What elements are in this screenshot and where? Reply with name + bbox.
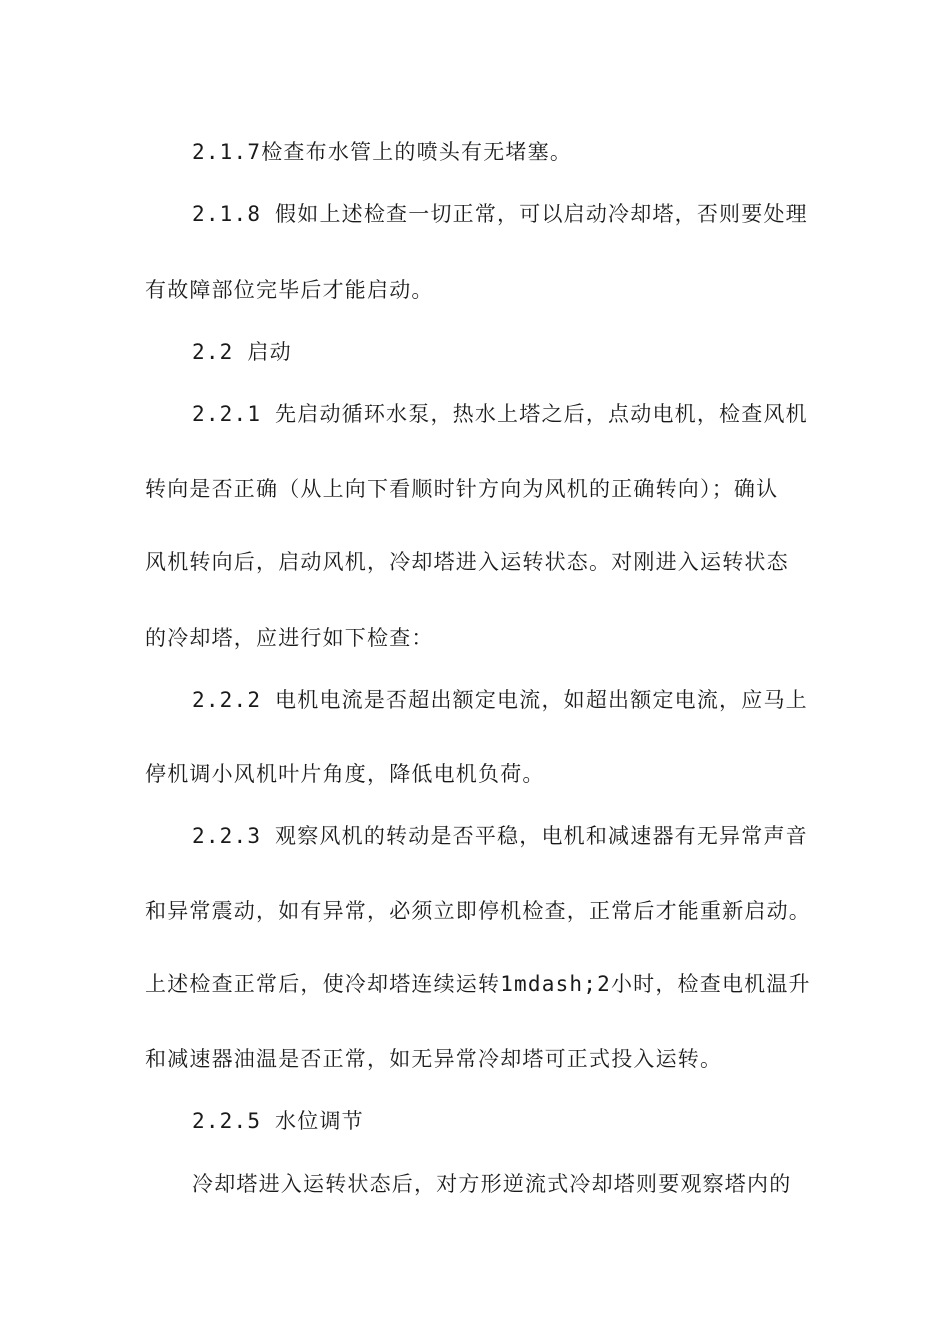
paragraph-2-2-1-line-2: 转向是否正确（从上向下看顺时针方向为风机的正确转向）；确认 <box>145 477 779 501</box>
paragraph-2-2-3-line-1: 2.2.3 观察风机的转动是否平稳，电机和减速器有无异常声音 <box>192 824 808 848</box>
paragraph-2-2-2-line-2: 停机调小风机叶片角度，降低电机负荷。 <box>145 762 545 786</box>
paragraph-2-2-1-line-1: 2.2.1 先启动循环水泵，热水上塔之后，点动电机，检查风机 <box>192 402 808 426</box>
paragraph-2-2-2-line-1: 2.2.2 电机电流是否超出额定电流，如超出额定电流，应马上 <box>192 688 808 712</box>
paragraph-2-1-8-line-2: 有故障部位完毕后才能启动。 <box>145 278 434 302</box>
paragraph-2-1-7: 2.1.7检查布水管上的喷头有无堵塞。 <box>192 140 573 164</box>
paragraph-water-level-line-1: 冷却塔进入运转状态后，对方形逆流式冷却塔则要观察塔内的 <box>192 1172 792 1196</box>
paragraph-2-2-1-line-3: 风机转向后，启动风机，冷却塔进入运转状态。对刚进入运转状态 <box>145 550 789 574</box>
paragraph-2-2-3-line-2: 和异常震动，如有异常，必须立即停机检查，正常后才能重新启动。 <box>145 899 811 923</box>
paragraph-2-2-1-line-4: 的冷却塔，应进行如下检查： <box>145 626 434 650</box>
paragraph-2-2-3-line-3: 上述检查正常后，使冷却塔连续运转1mdash;2小时，检查电机温升 <box>145 972 811 996</box>
section-heading-2-2: 2.2 启动 <box>192 340 292 364</box>
paragraph-2-1-8-line-1: 2.1.8 假如上述检查一切正常，可以启动冷却塔，否则要处理 <box>192 202 808 226</box>
paragraph-2-2-3-line-4: 和减速器油温是否正常，如无异常冷却塔可正式投入运转。 <box>145 1047 723 1071</box>
section-heading-2-2-5: 2.2.5 水位调节 <box>192 1109 364 1133</box>
